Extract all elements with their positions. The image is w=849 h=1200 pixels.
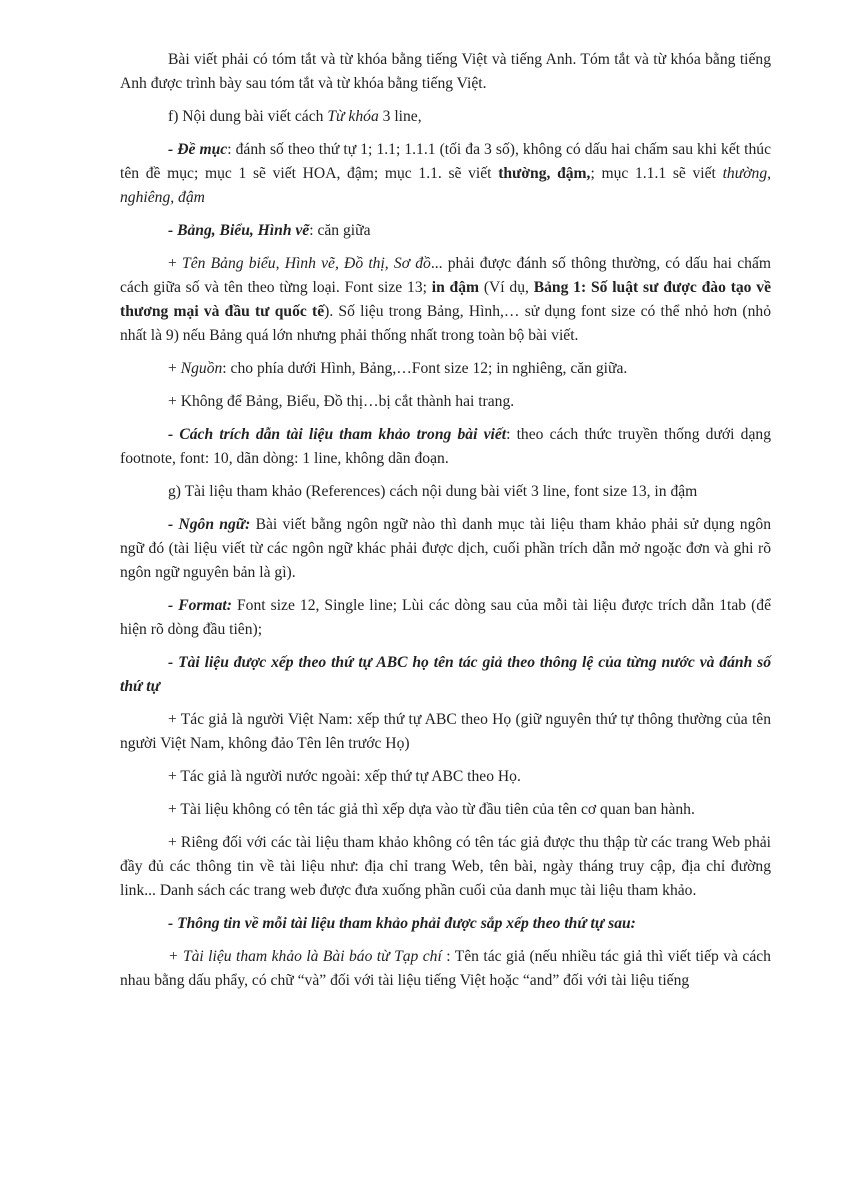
text-run: f) Nội dung bài viết cách	[168, 108, 328, 125]
abstract-paragraph	[120, 48, 771, 96]
text-run: Bài viết phải có tóm tắt và từ khóa bằng tiếng Việt và tiếng Anh. Tóm tắt và từ khóa bằng tiếng Anh được trình bày sau tóm tắt và từ khóa bằng tiếng Việt.	[120, 51, 771, 92]
citation-paragraph	[120, 423, 771, 471]
bold-italic-run: - Format:	[168, 597, 232, 614]
bold-italic-run: - Tài liệu được xếp theo thứ tự ABC họ tên tác giả theo thông lệ của từng nước và đánh số thứ tự	[120, 654, 771, 695]
text-run: : căn giữa	[309, 222, 371, 239]
text-run: ... phải được đánh số thông thường, có dấu hai chấm cách giữa số và tên theo từng loại. Font size 13;	[120, 255, 771, 296]
table-naming-paragraph	[120, 252, 771, 348]
reference-info-heading-paragraph	[120, 912, 771, 936]
bold-run: thường, đậm,	[498, 165, 591, 182]
text-run: + Không để Bảng, Biểu, Đồ thị…bị cắt thành hai trang.	[168, 393, 515, 410]
heading-rules-paragraph	[120, 138, 771, 210]
text-run: : cho phía dưới Hình, Bảng,…Font size 12; in nghiêng, căn giữa.	[222, 360, 628, 377]
format-paragraph	[120, 594, 771, 642]
italic-run: + Tài liệu tham khảo là Bài báo từ Tạp chí	[168, 948, 442, 965]
no-split-paragraph	[120, 390, 771, 414]
text-run: + Riêng đối với các tài liệu tham khảo không có tên tác giả được thu thập từ các trang Web phải đầy đủ các thông tin về tài liệu như: địa chỉ trang Web, tên bài, ngày tháng truy cập, địa chỉ đường link... Danh sách các trang web được đưa xuống phần cuối của danh mục tài liệu tham khảo.	[120, 834, 771, 899]
italic-run: thường, nghiêng, đậm	[120, 165, 772, 206]
text-run: +	[168, 255, 183, 272]
source-paragraph	[120, 357, 771, 381]
text-run: : Tên tác giả (nếu nhiều tác giả thì viết tiếp và cách nhau bằng dấu phẩy, có chữ “và” đối với tài liệu tiếng Việt hoặc “and” đối với tài liệu tiếng	[120, 948, 771, 989]
content-spacing-paragraph	[120, 105, 771, 129]
no-author-paragraph	[120, 798, 771, 822]
bold-italic-run: - Cách trích dẫn tài liệu tham khảo trong bài viết	[168, 426, 507, 443]
text-run: Bài viết bằng ngôn ngữ nào thì danh mục tài liệu tham khảo phải sử dụng ngôn ngữ đó (tài liệu viết từ các ngôn ngữ khác phải được dịch, cuối phần trích dẫn mở ngoặc đơn và ghi rõ ngôn ngữ nguyên bản là gì).	[120, 516, 771, 581]
tables-figures-paragraph	[120, 219, 771, 243]
italic-run: Từ khóa	[327, 108, 379, 125]
foreign-author-paragraph	[120, 765, 771, 789]
bold-italic-run: - Ngôn ngữ:	[168, 516, 251, 533]
text-run: + Tác giả là người nước ngoài: xếp thứ tự ABC theo Họ.	[168, 768, 521, 785]
text-run: : theo cách thức truyền thống dưới dạng footnote, font: 10, dãn dòng: 1 line, không dãn đoạn.	[120, 426, 771, 467]
text-run: : đánh số theo thứ tự 1; 1.1; 1.1.1 (tối đa 3 số), không có dấu hai chấm sau khi kết thúc tên đề mục; mục 1 sẽ viết HOA, đậm; mục 1.1. sẽ viết	[120, 141, 771, 182]
vietnamese-author-paragraph	[120, 708, 771, 756]
ordering-heading-paragraph	[120, 651, 771, 699]
journal-article-paragraph	[120, 945, 771, 993]
bold-italic-run: - Đề mục	[168, 141, 228, 158]
text-run: (Ví dụ,	[479, 279, 534, 296]
text-run: ; mục 1.1.1 sẽ viết	[590, 165, 723, 182]
bold-run: Bảng 1: Số luật sư được đào tạo về thương mại và đầu tư quốc tế	[120, 279, 771, 320]
text-run: +	[168, 360, 181, 377]
text-run: Font size 12, Single line; Lùi các dòng sau của mỗi tài liệu được trích dẫn 1tab (để hiện rõ dòng đầu tiên);	[120, 597, 771, 638]
text-run: ). Số liệu trong Bảng, Hình,… sử dụng font size có thể nhỏ hơn (nhỏ nhất là 9) nếu Bảng quá lớn nhưng phải thống nhất trong toàn bộ bài viết.	[120, 303, 771, 344]
bold-italic-run: - Thông tin về mỗi tài liệu tham khảo phải được sắp xếp theo thứ tự sau:	[168, 915, 636, 932]
language-paragraph	[120, 513, 771, 585]
text-run: + Tài liệu không có tên tác giả thì xếp dựa vào từ đầu tiên của tên cơ quan ban hành.	[168, 801, 695, 818]
bold-run: in đậm	[431, 279, 480, 296]
text-run: g) Tài liệu tham khảo (References) cách nội dung bài viết 3 line, font size 13, in đậm	[168, 483, 698, 500]
bold-italic-run: - Bảng, Biểu, Hình vẽ	[168, 222, 310, 239]
text-run: + Tác giả là người Việt Nam: xếp thứ tự ABC theo Họ (giữ nguyên thứ tự thông thường của tên người Việt Nam, không đảo Tên lên trước Họ)	[120, 711, 771, 752]
web-sources-paragraph	[120, 831, 771, 903]
italic-run: Tên Bảng biểu, Hình vẽ, Đồ thị, Sơ đồ	[182, 255, 431, 272]
references-paragraph	[120, 480, 771, 504]
italic-run: Nguồn	[180, 360, 223, 377]
text-run: 3 line,	[378, 108, 422, 125]
